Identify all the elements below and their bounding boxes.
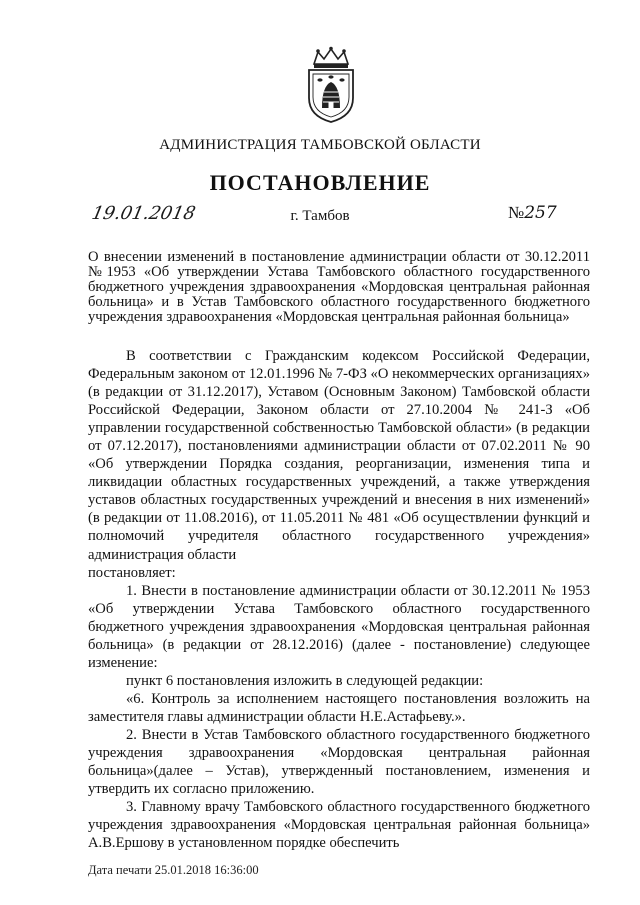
item-1-quote-paragraph: «6. Контроль за исполнением настоящего постановления возложить на заместителя главы администрации области Н.Е.Астафьеву.». xyxy=(88,690,590,725)
item-3-paragraph: 3. Главному врачу Тамбовского областного государственного бюджетного учреждения здравоохранения «Мордовская центральная районная больница» А.В.Ершову в установленном порядке обеспечить xyxy=(88,799,590,852)
document-subject: О внесении изменений в постановление администрации области от 30.12.2011 №1953 «Об утверждении Устава Тамбовского областного государственного бюджетного учреждения здравоохранения «Мордовская центральная районная больница» и в Устав Тамбовского областного государственного бюджетного учреждения здравоохранения «Мордовская центральная районная больница» xyxy=(88,249,590,325)
number-prefix: № xyxy=(508,203,525,222)
handwritten-number: 257 xyxy=(524,203,557,223)
item-1-point-paragraph: пункт 6 постановления изложить в следующей редакции: xyxy=(126,672,484,689)
city-label: г. Тамбов xyxy=(290,208,350,224)
handwritten-date: 19.01.2018 xyxy=(89,203,198,224)
item-1-paragraph: 1. Внести в постановление администрации области от 30.12.2011 № 1953 «Об утверждении Устава Тамбовского областного государственного бюджетного учреждения здравоохранения «Мордовская центральная районная больница» (в редакции от 28.12.2016) (далее - постановление) следующее изменение: xyxy=(88,582,590,671)
coat-of-arms-icon xyxy=(300,46,362,124)
preamble-paragraph: В соответствии с Гражданским кодексом Российской Федерации, Федеральным законом от 12.01.1996 № 7-ФЗ «О некоммерческих организациях» (в редакции от 31.12.2017), Уставом (Основным Законом) Тамбовской области Российской Федерации, Законом области от 27.10.2004 № 241-З «Об управлении государственной собственностью Тамбовской области» (в редакции от 07.12.2017), постановлениями администрации области от 07.02.2011 № 90 «Об утверждении Порядка создания, реорганизации, изменения типа и ликвидации областных государственных учреждений, а также утверждения уставов областных государственных учреждений и внесения в них изменений» (в редакции от 11.08.2016), от 11.05.2011 № 481 «Об осуществлении функций и полномочий учредителя областного государственного учреждения» администрация области xyxy=(88,348,590,563)
organization-name: АДМИНИСТРАЦИЯ ТАМБОВСКОЙ ОБЛАСТИ xyxy=(159,137,481,153)
document-type-title: ПОСТАНОВЛЕНИЕ xyxy=(209,170,431,195)
print-date-footer: Дата печати 25.01.2018 16:36:00 xyxy=(88,863,259,877)
decree-word: постановляет: xyxy=(88,564,176,581)
document-number xyxy=(508,203,557,223)
document-body xyxy=(88,347,590,852)
item-2-paragraph: 2. Внести в Устав Тамбовского областного государственного бюджетного учреждения здравоохранения «Мордовская центральная районная больница»(далее – Устав), утвержденный постановлением, изменения и утвердить их согласно приложению. xyxy=(88,726,590,798)
